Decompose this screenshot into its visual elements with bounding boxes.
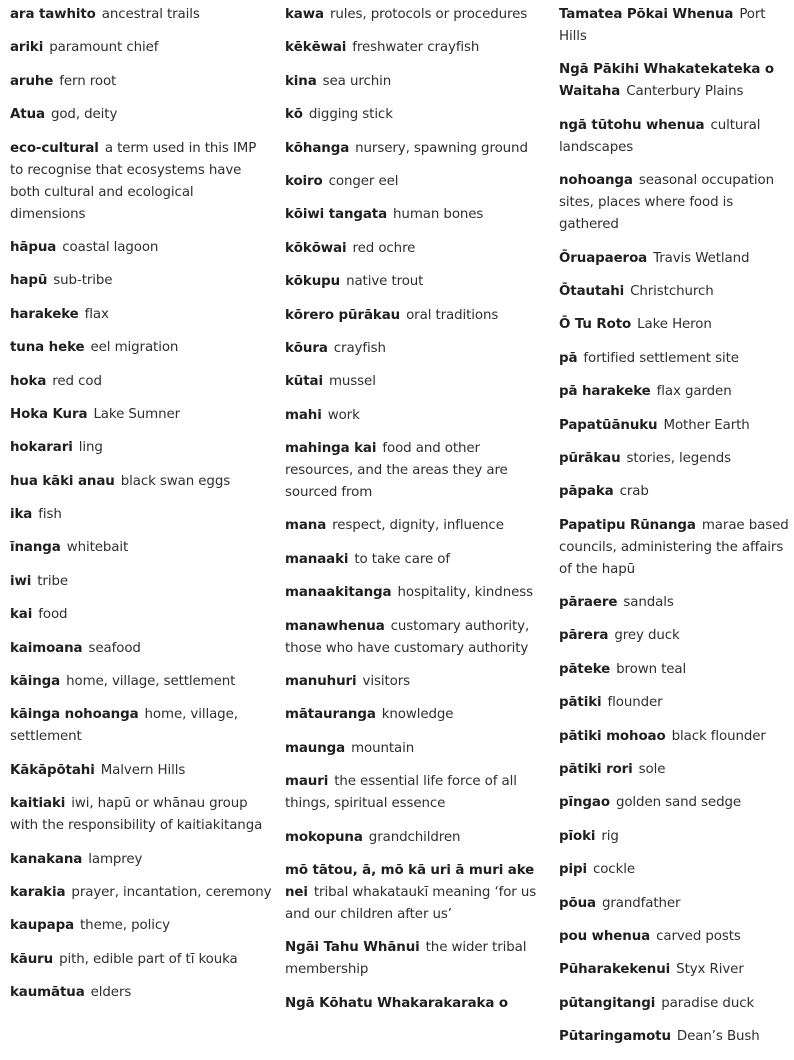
glossary-definition: Lake Sumner [93,406,181,422]
glossary-entry [285,305,547,327]
glossary-entry [10,537,272,559]
glossary-definition: knowledge [381,707,454,723]
glossary-entry [10,304,272,326]
glossary-definition: sub-tribe [53,273,113,289]
glossary-entry [285,582,547,604]
glossary-entry [285,238,547,260]
glossary-definition: eel migration [90,340,179,356]
glossary-entry [559,726,789,748]
glossary-term: manaaki [285,551,349,567]
glossary-entry [559,59,789,103]
glossary-definition: respect, dignity, influence [332,518,504,534]
glossary-entry [559,248,789,270]
glossary-entry [285,405,547,427]
glossary-entry [559,1026,789,1048]
glossary-definition: work [327,407,360,423]
glossary-term: iwi [10,573,32,589]
glossary-definition: Port Hills [559,7,766,44]
glossary-term: mauri [285,774,329,790]
glossary-definition: the wider tribal membership [285,940,527,978]
glossary-entry [559,792,789,814]
glossary-definition: customary authority, those who have customary authority [285,618,530,656]
glossary-term: mokopuna [285,829,363,845]
glossary-entry [285,937,547,981]
glossary-definition: coastal lagoon [62,239,159,255]
glossary-entry [559,959,789,981]
glossary-entry [559,348,789,370]
glossary-definition: visitors [362,674,410,690]
glossary-entry [10,37,272,59]
glossary-term: īnanga [10,540,61,556]
glossary-definition: Mother Earth [663,417,750,433]
glossary-definition: fern root [59,73,117,89]
glossary-term: ika [10,507,33,523]
glossary-entry [285,671,547,693]
glossary-term: pīoki [559,828,596,844]
glossary-term: pipi [559,862,587,878]
glossary-term: pūrākau [559,450,621,466]
glossary-entry [285,4,547,26]
glossary-definition: rules, protocols or procedures [329,7,528,22]
glossary-entry [285,438,547,504]
glossary-entry [285,515,547,537]
glossary-entry [559,759,789,781]
glossary-entry [559,314,789,336]
glossary-entry [285,138,547,160]
glossary-term: mātauranga [285,707,376,723]
glossary-term: kaumātua [10,985,85,1001]
glossary-definition: seafood [88,640,141,656]
glossary-term: kāuru [10,951,54,967]
glossary-term: hoka [10,373,47,389]
glossary-definition: digging stick [308,107,393,123]
glossary-entry [285,371,547,393]
glossary-term: ara tawhito [10,7,96,22]
glossary-term: Kākāpōtahi [10,762,95,778]
glossary-definition: sea urchin [322,73,392,89]
glossary-definition: red ochre [352,240,416,256]
glossary-definition: fortified settlement site [583,350,739,366]
glossary-term: Ō Tu Roto [559,317,632,333]
glossary-term: mō tātou, ā, mō kā uri ā muri ake nei [285,862,535,900]
glossary-definition: theme, policy [80,918,170,934]
glossary-term: kai [10,607,33,623]
glossary-entry [559,481,789,503]
glossary-definition: elders [90,985,132,1001]
glossary-term: hapū [10,273,48,289]
glossary-entry [559,415,789,437]
glossary-entry [285,827,547,849]
glossary-definition: flounder [607,695,663,711]
glossary-entry [10,371,272,393]
glossary-term: manuhuri [285,674,357,690]
glossary-term: Papatūānuku [559,417,658,433]
glossary-definition: the essential life force of all things, spiritual essence [285,774,517,812]
glossary-definition: whitebait [66,540,129,556]
glossary-entry [10,671,272,693]
glossary-term: pīngao [559,795,610,811]
glossary-entry [10,793,272,837]
glossary-definition: iwi, hapū or whānau group with the responsibility of kaitiakitanga [10,796,263,834]
glossary-definition: golden sand sedge [615,795,742,811]
glossary-entry [285,104,547,126]
glossary-entry [559,625,789,647]
glossary-term: ngā tūtohu whenua [559,117,705,133]
glossary-entry [559,659,789,681]
glossary-definition: prayer, incantation, ceremony [71,884,272,900]
glossary-entry [10,638,272,660]
glossary-entry [10,849,272,871]
glossary-definition: Travis Wetland [653,250,750,266]
glossary-entry [10,337,272,359]
glossary-entry [285,704,547,726]
glossary-entry [559,893,789,915]
glossary-definition: human bones [393,207,484,223]
glossary-term: pou whenua [559,928,651,944]
glossary-entry [559,692,789,714]
glossary-term: harakeke [10,306,79,322]
glossary-definition: black swan eggs [120,473,231,489]
glossary-entry [559,859,789,881]
glossary-definition: seasonal occupation sites, places where food is gathered [559,173,774,233]
glossary-definition: Malvern Hills [100,762,186,778]
glossary-term: maunga [285,740,346,756]
glossary-definition: brown teal [616,661,687,677]
glossary-term: pātiki mohoao [559,728,666,744]
glossary-entry [559,826,789,848]
glossary-definition: god, deity [50,107,118,123]
glossary-definition: lamprey [88,851,143,867]
glossary-definition: marae based councils, administering the affairs of the hapū [559,517,789,577]
glossary-term: kaupapa [10,918,75,934]
glossary-definition: crayfish [333,340,386,356]
glossary-term: Ngā Pākihi Whakatekateka o Waitaha [559,62,775,100]
glossary-entry [559,926,789,948]
glossary-entry [10,882,272,904]
glossary-term: kāinga nohoanga [10,707,139,723]
glossary-definition: Styx River [676,962,744,978]
glossary-definition: grandfather [601,895,681,911]
glossary-entry [285,771,547,815]
glossary-term: pā harakeke [559,384,651,400]
glossary-definition: rig [601,828,619,844]
glossary-definition: freshwater crayfish [352,40,480,56]
glossary-entry [285,338,547,360]
glossary-definition: food and other resources, and the areas they are sourced from [285,441,508,501]
glossary-term: Tamatea Pōkai Whenua [559,7,734,22]
glossary-column-1 [10,4,272,1016]
glossary-definition: paramount chief [49,40,159,56]
glossary-definition: nursery, spawning ground [355,140,528,156]
glossary-entry [10,604,272,626]
glossary-definition: flax garden [656,384,732,400]
glossary-definition: conger eel [328,173,399,189]
glossary-entry [10,270,272,292]
glossary-definition: stories, legends [626,450,731,466]
glossary-entry [10,949,272,971]
glossary-entry [559,993,789,1015]
glossary-entry [559,381,789,403]
glossary-entry [10,4,272,26]
glossary-entry [285,171,547,193]
glossary-definition: pith, edible part of tī kouka [59,951,238,967]
glossary-term: Ōtautahi [559,283,625,299]
glossary-term: mana [285,518,327,534]
glossary-definition: flax [84,306,109,322]
glossary-term: ariki [10,40,44,56]
glossary-entry [559,515,789,581]
glossary-definition: grandchildren [368,829,461,845]
glossary-entry [285,271,547,293]
glossary-term: pāteke [559,661,611,677]
glossary-term: kūtai [285,374,323,390]
glossary-definition: ancestral trails [101,7,200,22]
glossary-term: pāpaka [559,484,614,500]
glossary-entry [559,448,789,470]
glossary-definition: Canterbury Plains [626,84,744,100]
glossary-term: kōiwi tangata [285,207,388,223]
glossary-term: hua kāki anau [10,473,115,489]
glossary-entry [285,204,547,226]
glossary-term: hokarari [10,440,73,456]
glossary-entry [10,982,272,1004]
glossary-entry [285,616,547,660]
glossary-definition: sole [638,762,666,778]
glossary-definition: crab [619,484,649,500]
glossary-term: Pūtaringamotu [559,1029,671,1045]
glossary-term: pātiki [559,695,602,711]
glossary-term: Ōruapaeroa [559,250,648,266]
glossary-definition: Dean’s Bush [676,1029,760,1045]
glossary-term: kēkēwai [285,40,347,56]
glossary-entry [559,170,789,236]
glossary-entry [285,549,547,571]
glossary-term: Ngāi Tahu Whānui [285,940,420,956]
glossary-term: kaitiaki [10,796,66,812]
glossary-entry [10,915,272,937]
glossary-entry [10,471,272,493]
glossary-term: kāinga [10,674,61,690]
glossary-entry [285,738,547,760]
glossary-term: pūtangitangi [559,995,656,1011]
glossary-term: tuna heke [10,340,85,356]
glossary-definition: ling [78,440,103,456]
glossary-term: kōkupu [285,274,341,290]
glossary-term: kaimoana [10,640,83,656]
glossary-definition: home, village, settlement [66,674,236,690]
glossary-term: Hoka Kura [10,406,88,422]
glossary-entry [10,404,272,426]
glossary-definition: mussel [328,374,376,390]
glossary-term: kō [285,107,303,123]
glossary-entry [10,704,272,748]
glossary-definition: Christchurch [630,283,714,299]
glossary-term: mahi [285,407,322,423]
glossary-term: kanakana [10,851,83,867]
glossary-definition: home, village, settlement [10,707,238,745]
glossary-definition: cultural landscapes [559,117,761,155]
glossary-definition: tribe [37,573,68,589]
glossary-definition: native trout [346,274,424,290]
glossary-term: manaakitanga [285,585,392,601]
glossary-entry [559,115,789,159]
glossary-definition: hospitality, kindness [397,585,533,601]
glossary-term: koiro [285,173,323,189]
glossary-column-3 [559,4,789,1060]
glossary-entry [559,592,789,614]
glossary-definition: mountain [351,740,415,756]
glossary-entry [10,571,272,593]
glossary-term: mahinga kai [285,441,377,457]
glossary-entry [285,860,547,926]
glossary-term: nohoanga [559,173,633,189]
glossary-term: pōua [559,895,596,911]
glossary-entry [559,281,789,303]
glossary-term: Papatipu Rūnanga [559,517,696,533]
glossary-entry [10,760,272,782]
glossary-entry [10,504,272,526]
glossary-entry [10,237,272,259]
glossary-definition: carved posts [656,928,741,944]
glossary-definition: sandals [623,595,674,611]
glossary-term: kōkōwai [285,240,347,256]
glossary-entry [285,71,547,93]
glossary-term: pā [559,350,578,366]
glossary-entry [285,993,547,1015]
glossary-definition: cockle [592,862,635,878]
glossary-term: karakia [10,884,66,900]
glossary-term: Pūharakekenui [559,962,671,978]
glossary-definition: grey duck [614,628,680,644]
glossary-term: Ngā Kōhatu Whakarakaraka o [285,995,508,1011]
glossary-definition: to take care of [354,551,450,567]
glossary-term: pārera [559,628,609,644]
glossary-term: pātiki rori [559,762,633,778]
glossary-definition: oral traditions [406,307,499,323]
glossary-definition: a term used in this IMP to recognise that ecosystems have both cultural and ecological dimensions [10,140,257,222]
glossary-entry [559,4,789,48]
glossary-definition: black flounder [671,728,766,744]
glossary-term: Atua [10,107,45,123]
glossary-entry [10,71,272,93]
glossary-term: kōura [285,340,328,356]
glossary-definition: paradise duck [661,995,755,1011]
glossary-term: kōhanga [285,140,350,156]
glossary-term: kawa [285,7,324,22]
glossary-definition: tribal whakataukī meaning ‘for us and our children after us’ [285,884,537,922]
glossary-term: hāpua [10,239,57,255]
glossary-entry [10,437,272,459]
glossary-entry [10,104,272,126]
glossary-entry [10,138,272,226]
glossary-term: manawhenua [285,618,385,634]
glossary-term: aruhe [10,73,54,89]
glossary-definition: food [38,607,68,623]
glossary-entry [285,37,547,59]
glossary-term: kōrero pūrākau [285,307,401,323]
glossary-term: kina [285,73,317,89]
glossary-definition: red cod [52,373,102,389]
glossary-definition: fish [38,507,62,523]
glossary-column-2 [285,4,547,1026]
glossary-term: pāraere [559,595,618,611]
glossary-term: eco-cultural [10,140,99,156]
glossary-definition: Lake Heron [637,317,712,333]
